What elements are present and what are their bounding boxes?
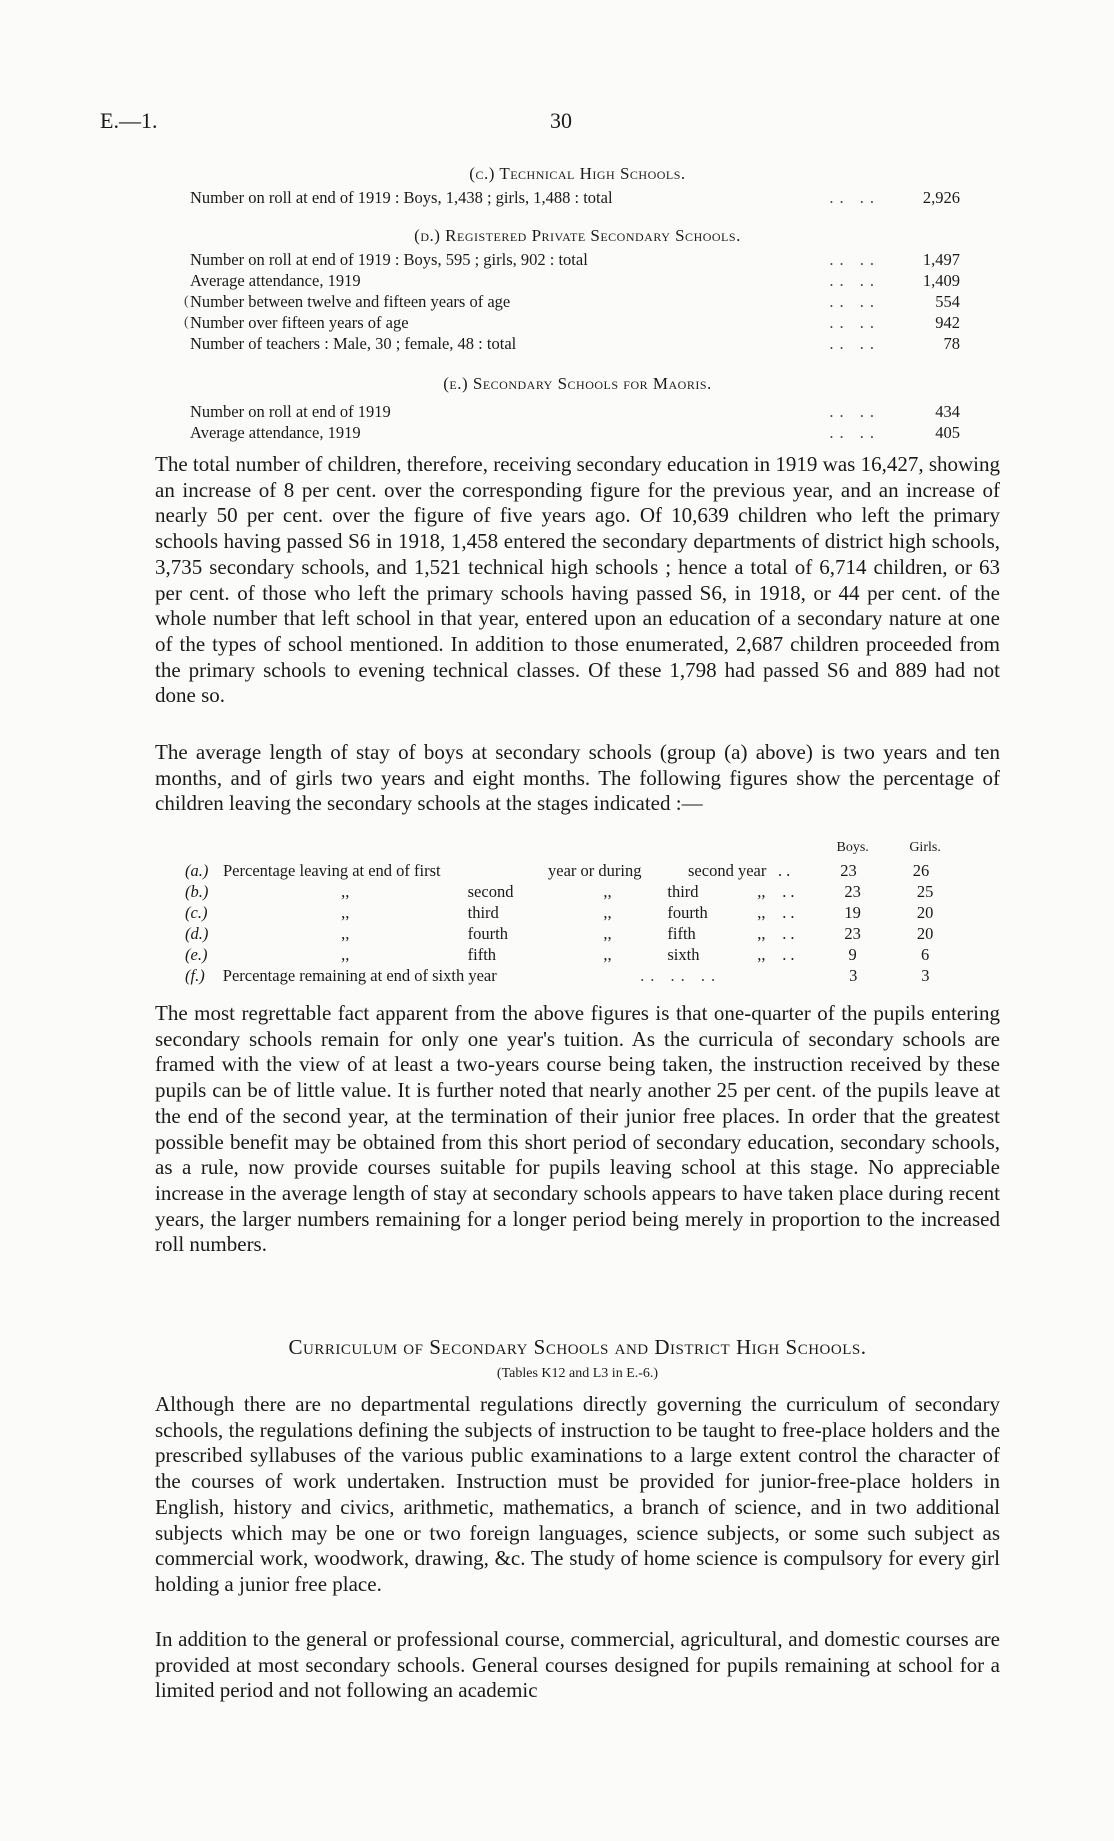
column-header-boys: Boys.: [836, 840, 869, 855]
row-cell: fifth: [467, 945, 497, 964]
stat-value: 405: [935, 423, 960, 442]
boys-value: 23: [840, 861, 857, 880]
table-row: [185, 861, 975, 882]
brace-mark: (: [184, 315, 189, 330]
row-cell: ,,: [341, 882, 350, 901]
row-key: (f.): [185, 966, 205, 985]
boys-value: 19: [844, 903, 861, 922]
row-cell: ,,: [757, 945, 766, 964]
column-header-girls: Girls.: [909, 840, 941, 855]
leader-dots: .. ..: [829, 250, 880, 269]
row-key: (b.): [185, 882, 209, 901]
boys-value: 3: [849, 966, 858, 985]
leader-dots: .. ..: [829, 334, 880, 353]
stat-value: 78: [943, 334, 960, 353]
section-title-maori: (e.) Secondary Schools for Maoris.: [443, 374, 712, 393]
section-title-private: (d.) Registered Private Secondary Schools.: [414, 226, 741, 245]
paragraph-text: The most regrettable fact apparent from the above figures is that one-quarter of the pupils entering secondary schools remain for only one year's tuition. As the curricula of secondary schools are framed with the view of at least a two-years course being taken, the instruction received by these pupils can be of little value. It is further noted that nearly another 25 per cent. of the pupils leave at the end of the second year, at the termination of their junior free places. In order that the greatest possible benefit may be obtained from this short period of secondary education, secondary schools, as a rule, now provide courses suitable for pupils leaving school at this stage. No appreciable increase in the average length of stay at secondary schools appears to have taken place during recent years, the larger numbers remaining for a longer period being merely in proportion to the increased roll numbers.: [155, 1001, 1000, 1257]
leader-dots: .. ..: [829, 423, 880, 442]
paragraph-text: Although there are no departmental regulations directly governing the curriculum of secondary schools, the regulations defining the subjects of instruction to be taught to free-place holders and the prescribed syllabuses of the various public examinations to a large extent control the character of the courses of work undertaken. Instruction must be provided for junior-free-place holders in English, history and civics, arithmetic, mathematics, a branch of science, and in two additional subjects which may be one or two foreign languages, science subjects, or some such subject as commercial work, woodwork, drawing, &c. The study of home science is compulsory for every girl holding a junior free place.: [155, 1392, 1000, 1596]
section-subtitle: (Tables K12 and L3 in E.-6.): [496, 1366, 659, 1381]
stat-row: [190, 188, 960, 208]
row-cell: ,,: [603, 945, 612, 964]
row-cell: fourth: [667, 903, 708, 922]
stat-label: Number of teachers : Male, 30 ; female, 48 : total: [190, 334, 517, 353]
section-title-technical: (c.) Technical High Schools.: [469, 164, 686, 183]
row-cell: third: [467, 903, 499, 922]
stat-row: [190, 250, 960, 270]
row-cell: Percentage remaining at end of sixth year: [222, 966, 497, 985]
leader-dots: .. ..: [829, 188, 880, 207]
row-key: (d.): [185, 924, 209, 943]
stat-value: 1,497: [922, 250, 960, 269]
row-cell: ,,: [757, 882, 766, 901]
leader-dots: ..: [782, 945, 799, 964]
girls-value: 20: [916, 924, 934, 943]
stat-label: Number on roll at end of 1919: [190, 402, 391, 421]
row-key: (e.): [185, 945, 208, 964]
leader-dots: ..: [782, 924, 799, 943]
brace-mark: (: [184, 294, 189, 309]
leader-dots: .. ..: [829, 402, 880, 421]
paragraph: [155, 1392, 1000, 1598]
stat-row: [190, 423, 960, 443]
stat-label: Number on roll at end of 1919 : Boys, 595 ; girls, 902 : total: [190, 250, 588, 269]
row-key: (a.): [185, 861, 209, 880]
row-cell: sixth: [667, 945, 700, 964]
girls-value: 25: [916, 882, 934, 901]
leader-dots: .. ..: [829, 292, 880, 311]
row-cell: second: [467, 882, 514, 901]
row-cell: third: [667, 882, 699, 901]
stat-row: [184, 292, 960, 312]
paragraph: [155, 452, 1000, 709]
paragraph-text: The total number of children, therefore, receiving secondary education in 1919 was 16,427, showing an increase of 8 per cent. over the corresponding figure for the previous year, and an increase of nearly 50 per cent. over the figure of five years ago. Of 10,639 children who left the primary schools having passed S6 in 1918, 1,458 entered the secondary departments of district high schools, 3,735 secondary schools, and 1,521 technical high schools ; hence a total of 6,714 children, or 63 per cent. of those who left the primary schools having passed S6, in 1918, or 44 per cent. of the whole number that left school in that year, entered upon an education of a secondary nature at one of the types of school mentioned. In addition to those enumerated, 2,687 children proceeded from the primary schools to evening technical classes. Of these 1,798 had passed S6 and 889 had not done so.: [155, 452, 1000, 708]
row-cell: ,,: [757, 903, 766, 922]
row-cell: ,,: [341, 945, 350, 964]
leader-dots: ..: [782, 882, 799, 901]
row-cell: Percentage leaving at end of first: [223, 861, 441, 880]
stat-label: Number between twelve and fifteen years of age: [190, 292, 511, 311]
boys-value: 9: [848, 945, 857, 964]
row-cell: ,,: [341, 903, 350, 922]
leader-dots: .. ..: [829, 271, 880, 290]
stat-label: Average attendance, 1919: [190, 423, 361, 442]
stat-row: [190, 271, 960, 291]
row-cell: ,,: [341, 924, 350, 943]
stat-value: 554: [935, 292, 960, 311]
row-cell: year or during: [548, 861, 642, 880]
table-row: [185, 945, 975, 966]
row-key: (c.): [185, 903, 208, 922]
row-cell: ,,: [603, 903, 612, 922]
paragraph: [155, 740, 1000, 817]
stat-row: [184, 313, 960, 333]
row-cell: fifth: [667, 924, 696, 943]
row-cell: ,,: [757, 924, 766, 943]
stat-value: 434: [935, 402, 960, 421]
boys-value: 23: [844, 882, 861, 901]
page-number: 30: [550, 108, 572, 133]
stat-label: Number on roll at end of 1919 : Boys, 1,438 ; girls, 1,488 : total: [190, 188, 613, 207]
paragraph: [155, 1627, 1000, 1704]
leaving-percentage-table: [185, 840, 975, 987]
leader-dots: ..: [778, 861, 795, 880]
stat-row: [190, 402, 960, 422]
leader-dots: ..: [782, 903, 799, 922]
table-header-row: [185, 840, 975, 861]
girls-value: 20: [916, 903, 934, 922]
row-cell: fourth: [467, 924, 508, 943]
stat-value: 1,409: [922, 271, 960, 290]
stat-label: Number over fifteen years of age: [190, 313, 409, 332]
stat-label: Average attendance, 1919: [190, 271, 361, 290]
paragraph-text: The average length of stay of boys at secondary schools (group (a) above) is two years and ten months, and of girls two years and eight months. The following figures show the percentage of children leaving the secondary schools at the stages indicated :—: [155, 740, 1000, 816]
stat-value: 942: [935, 313, 960, 332]
row-cell: second year: [688, 861, 767, 880]
table-row: [185, 882, 975, 903]
row-cell: ,,: [603, 882, 612, 901]
table-row: [185, 903, 975, 924]
paragraph: [155, 1001, 1000, 1258]
leader-dots: .. .. ..: [640, 966, 722, 985]
leader-dots: .. ..: [829, 313, 880, 332]
table-row: [185, 924, 975, 945]
girls-value: 26: [912, 861, 930, 880]
stat-row: [190, 334, 960, 354]
paragraph-text: In addition to the general or professional course, commercial, agricultural, and domestic courses are provided at most secondary schools. General courses designed for pupils remaining at school for a limited period and not following an academic: [155, 1627, 1000, 1703]
stat-value: 2,926: [922, 188, 960, 207]
girls-value: 6: [920, 945, 930, 964]
boys-value: 23: [844, 924, 861, 943]
running-header: E.—1.: [100, 108, 158, 133]
table-row: [185, 966, 975, 987]
row-cell: ,,: [603, 924, 612, 943]
girls-value: 3: [921, 966, 930, 985]
section-title-curriculum: Curriculum of Secondary Schools and District High Schools.: [288, 1335, 867, 1359]
